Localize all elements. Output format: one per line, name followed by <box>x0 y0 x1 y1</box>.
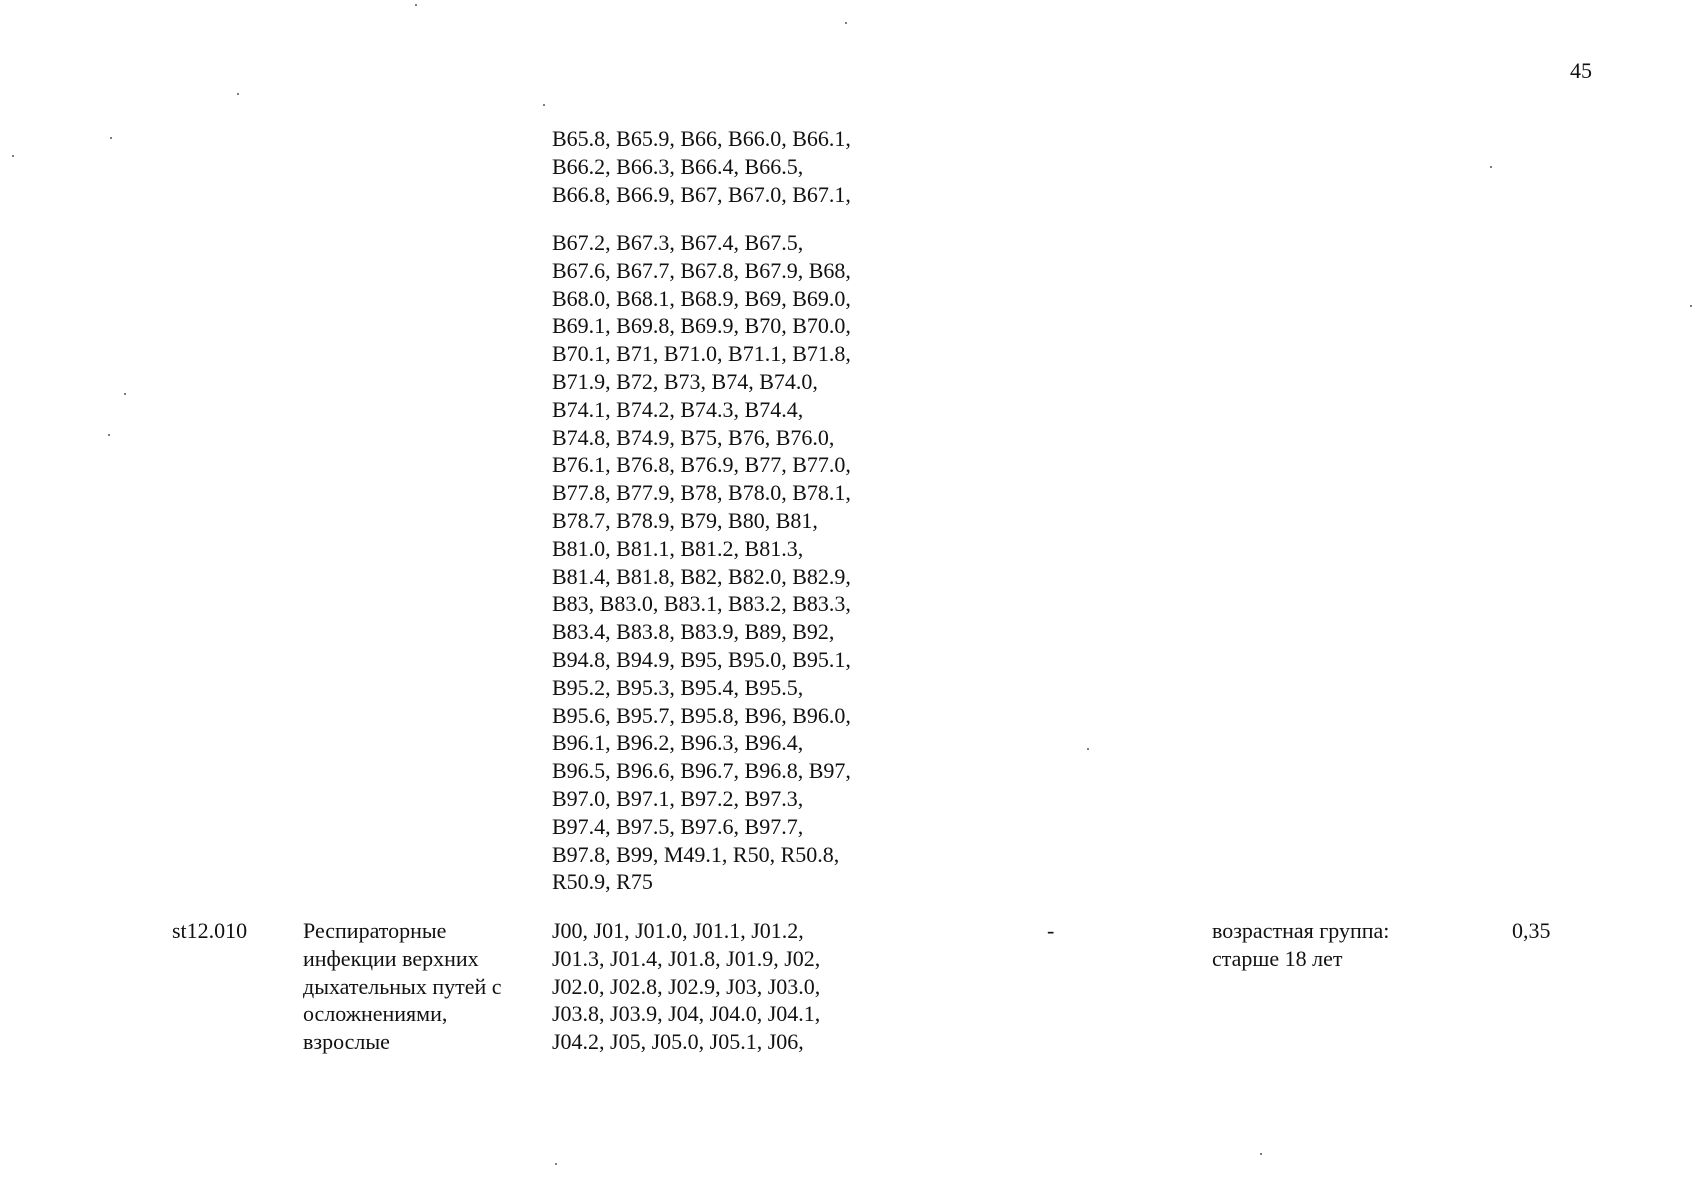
scan-speck <box>108 434 110 436</box>
scan-speck <box>1490 166 1492 168</box>
row-code: st12.010 <box>172 918 248 943</box>
scan-speck <box>1087 748 1089 750</box>
scan-speck <box>1690 305 1692 307</box>
scan-speck <box>845 22 847 24</box>
scan-speck <box>555 1163 557 1165</box>
scan-speck <box>237 93 239 95</box>
continued-codes-block-main: B67.2, B67.3, B67.4, B67.5, B67.6, B67.7, B67.8, B67.9, B68, B68.0, B68.1, B68.9, B69, B69.0, B69.1, B69.8, B69.9, B70, B70.0, B70.1, B71, B71.0, B71.1, B71.8, B71.9, B72, B73, B74, B74.0, B74.1, B74.2, B74.3, B74.4, B74.8, B74.9, B75, B76, B76.0, B76.1, B76.8, B76.9, B77, B77.0, B77.8, B77.9, B78, B78.0, B78.1, B78.7, B78.9, B79, B80, B81, B81.0, B81.1, B81.2, B81.3, B81.4, B81.8, B82, B82.0, B82.9, B83, B83.0, B83.1, B83.2, B83.3, B83.4, B83.8, B83.9, B89, B92, B94.8, B94.9, B95, B95.0, B95.1, B95.2, B95.3, B95.4, B95.5, B95.6, B95.7, B95.8, B96, B96.0, B96.1, B96.2, B96.3, B96.4, B96.5, B96.6, B96.7, B96.8, B97, B97.0, B97.1, B97.2, B97.3, B97.4, B97.5, B97.6, B97.7, B97.8, B99, M49.1, R50, R50.8, R50.9, R75 <box>552 230 851 895</box>
scan-speck <box>543 104 545 106</box>
scan-speck <box>124 393 126 395</box>
scan-speck <box>12 155 14 157</box>
scan-speck <box>1260 1153 1262 1155</box>
row-diagnoses: J00, J01, J01.0, J01.1, J01.2, J01.3, J01.4, J01.8, J01.9, J02, J02.0, J02.8, J02.9, J03, J03.0, J03.8, J03.9, J04, J04.0, J04.1, J04.2, J05, J05.0, J05.1, J06, <box>552 918 821 1055</box>
scan-speck <box>110 137 112 139</box>
row-name: Респираторные инфекции верхних дыхательных путей с осложнениями, взрослые <box>303 918 502 1055</box>
row-criteria: возрастная группа: старше 18 лет <box>1212 918 1390 971</box>
scan-speck <box>415 4 417 6</box>
page-number: 45 <box>1570 58 1592 83</box>
row-coefficient: 0,35 <box>1512 918 1551 943</box>
continued-codes-block-top: B65.8, B65.9, B66, B66.0, B66.1, B66.2, B66.3, B66.4, B66.5, B66.8, B66.9, B67, B67.0, B67.1, <box>552 126 851 207</box>
row-procedure: - <box>1047 918 1055 943</box>
